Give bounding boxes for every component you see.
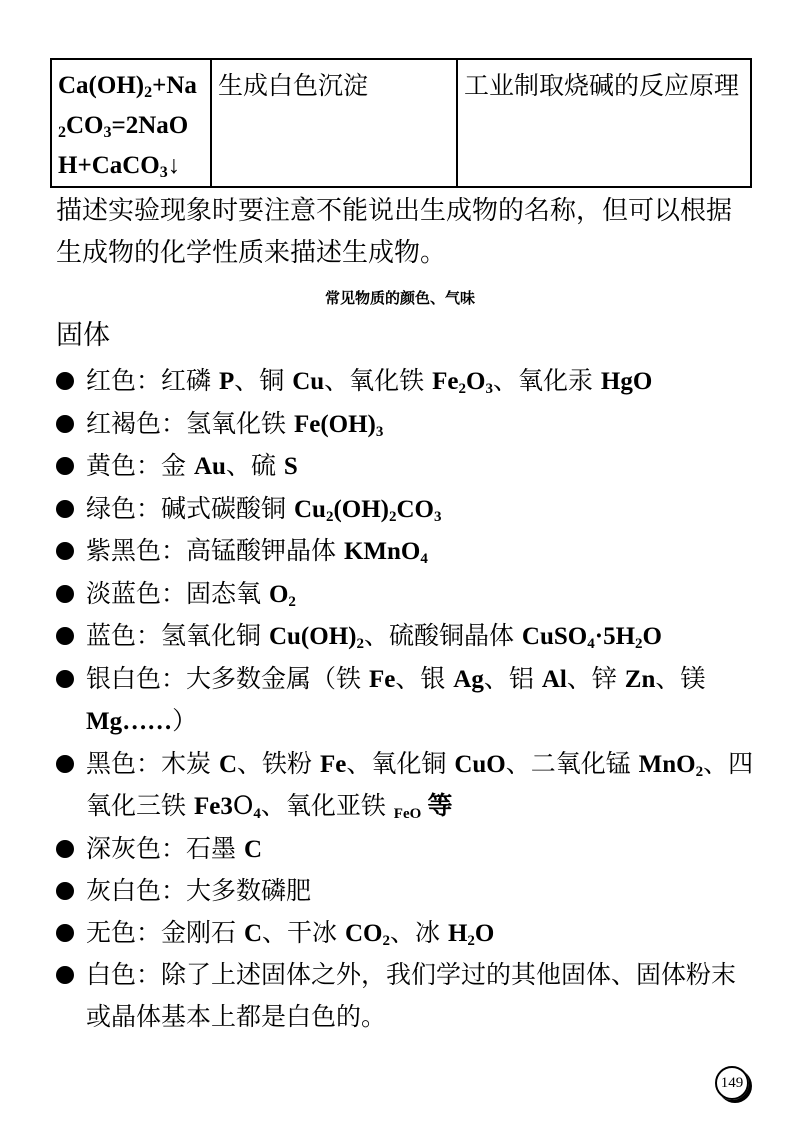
list-item (56, 954, 756, 1037)
color-label: 无色： (86, 917, 162, 947)
list-item (56, 573, 756, 616)
equation-subscript: 2 (144, 84, 153, 101)
formula-subscript: 2 (325, 508, 334, 525)
substance-name: 、铜 (234, 366, 293, 395)
equation-cell (51, 59, 211, 187)
chemical-formula: ·5H (594, 623, 636, 650)
substance-name: 高锰酸钾晶体 (186, 536, 344, 565)
color-label: 绿色： (86, 493, 162, 523)
chemical-formula: CO (396, 495, 434, 523)
bullet-icon (56, 670, 74, 688)
page-number: 149 (715, 1066, 749, 1100)
color-label: 紫黑色： (86, 536, 187, 565)
chemical-formula: O (466, 368, 486, 395)
substance-name: 碱式碳酸铜 (161, 493, 294, 523)
list-item (56, 828, 756, 871)
color-list (56, 360, 756, 1037)
formula-subscript: 2 (382, 932, 390, 949)
substance-name: 氢氧化铁 (186, 408, 294, 438)
section-heading: 固体 (56, 320, 110, 351)
substance-name: 木炭 (161, 748, 219, 778)
phenomenon-cell: 生成白色沉淀 (211, 59, 457, 187)
substance-name: 、铝 (483, 663, 542, 693)
substance-name: 、氧化铜 (346, 748, 455, 778)
formula-subscript: 4 (420, 551, 428, 567)
chemical-formula: MnO (638, 750, 696, 778)
chemical-formula: Mg…… (86, 708, 173, 735)
list-item (56, 912, 756, 955)
substance-name: 大多数磷肥 (186, 876, 312, 905)
color-label: 银白色： (86, 663, 187, 693)
substance-name: 、镁 (655, 663, 706, 693)
chemical-formula: Al (541, 665, 567, 693)
bullet-icon (56, 882, 74, 900)
substance-name: 、二氧化锰 (505, 748, 639, 778)
color-label: 深灰色： (86, 833, 187, 863)
formula-subscript: FeO (393, 806, 422, 822)
application-cell: 工业制取烧碱的反应原理 (457, 59, 751, 187)
substance-name: 、氧化亚铁 (260, 791, 394, 820)
chemical-formula: O (474, 919, 495, 947)
bullet-icon (56, 924, 74, 942)
chemical-formula: CO (344, 919, 383, 947)
color-label: 淡蓝色： (86, 578, 187, 608)
chemical-formula: Fe (319, 750, 347, 778)
chemical-formula: C (243, 835, 263, 863)
formula-subscript: 4 (253, 806, 261, 822)
color-label: 灰白色： (86, 876, 187, 905)
chemical-formula: O (268, 580, 289, 608)
formula-subscript: 2 (458, 381, 466, 397)
formula-subscript: 3 (485, 381, 493, 397)
formula-subscript: 4 (587, 636, 595, 652)
substance-name: 、硫 (225, 451, 284, 480)
formula-subscript: 2 (695, 763, 704, 780)
precipitate-arrow: ↓ (167, 152, 181, 179)
substance-name: 、硫酸铜晶体 (363, 621, 522, 650)
equation-part: +Na (152, 72, 197, 99)
section-title: 常见物质的颜色、气味 (324, 289, 475, 307)
equation-subscript: 2 (58, 124, 66, 141)
substance-name: 、冰 (389, 917, 448, 947)
chemical-formula: Cu (293, 495, 326, 523)
chemical-formula: P (218, 368, 235, 395)
list-item (56, 445, 756, 488)
formula-subscript: 2 (635, 636, 643, 652)
substance-name: 、四氧化三铁 (86, 748, 754, 820)
chemical-formula: 等 (421, 793, 453, 820)
chemical-formula: CuO (454, 750, 506, 778)
substance-name: 石墨 (186, 833, 244, 863)
equation-subscript: 3 (103, 124, 112, 141)
substance-name: 、干冰 (262, 917, 345, 947)
chemical-formula: (OH) (333, 495, 389, 523)
chemical-formula: 3 (220, 793, 233, 820)
chemical-formula: Fe(OH) (293, 410, 376, 438)
bullet-icon (56, 585, 74, 603)
chemical-formula: O (642, 623, 662, 650)
chemical-formula: KMnO (343, 538, 421, 565)
substance-name: ） (172, 706, 198, 735)
chemical-formula: C (218, 750, 238, 778)
bullet-icon (56, 372, 74, 390)
note-paragraph: 描述实验现象时要注意不能说出生成物的名称，但可以根据生成物的化学性质来描述生成物。 (56, 196, 733, 268)
chemical-formula: Ag (453, 665, 484, 693)
chemical-formula: H (447, 919, 468, 947)
formula-subscript: 3 (375, 423, 384, 440)
color-label: 黑色： (86, 748, 162, 778)
formula-subscript: 2 (356, 636, 364, 652)
chemical-formula: Fe (193, 793, 221, 820)
chemical-formula: Zn (624, 665, 656, 693)
substance-name: 、银 (395, 663, 454, 693)
bullet-icon (56, 415, 74, 433)
table-row (51, 59, 751, 187)
bullet-icon (56, 500, 74, 518)
list-item (56, 403, 756, 446)
bullet-icon (56, 542, 74, 560)
equation-part: Ca(OH) (58, 72, 145, 99)
chemical-formula: Fe (432, 368, 459, 395)
bullet-icon (56, 966, 74, 984)
formula-subscript: 2 (388, 508, 397, 525)
chemical-formula: CuSO (521, 623, 588, 650)
chemical-formula: S (283, 453, 298, 480)
equation-part: =2NaOH+CaCO (58, 112, 189, 179)
color-label: 红色： (86, 366, 162, 395)
list-item (56, 658, 756, 743)
equation-part: CO (66, 112, 104, 139)
color-label: 红褐色： (86, 408, 187, 438)
formula-subscript: 2 (288, 593, 296, 610)
substance-name: 大多数金属（铁 (186, 663, 369, 693)
equation-subscript: 3 (159, 164, 168, 181)
chemical-formula: C (243, 919, 263, 947)
substance-name: 、氧化汞 (492, 366, 601, 395)
list-item (56, 530, 756, 573)
chemical-formula: Au (193, 453, 226, 480)
substance-name: 、铁粉 (237, 748, 320, 778)
list-item (56, 743, 756, 828)
bullet-icon (56, 627, 74, 645)
list-item (56, 615, 756, 658)
substance-name: 、氧化铁 (324, 366, 433, 395)
substance-name: 固态氧 (186, 578, 269, 608)
bullet-icon (56, 840, 74, 858)
substance-name: 金 (161, 451, 194, 480)
color-label: 白色： (86, 960, 162, 989)
color-label: 蓝色： (86, 621, 162, 650)
chemical-formula: Fe (368, 665, 396, 693)
list-item (56, 870, 756, 912)
formula-subscript: 3 (433, 508, 442, 525)
list-item (56, 360, 756, 403)
substance-name: 氢氧化铜 (161, 621, 269, 650)
substance-name: 除了上述固体之外，我们学过的其他固体、固体粉末或晶体基本上都是白色的。 (86, 960, 737, 1031)
chemical-formula: Cu (292, 368, 325, 395)
color-label: 黄色： (86, 451, 162, 480)
bullet-icon (56, 457, 74, 475)
substance-name: O (232, 791, 254, 820)
bullet-icon (56, 755, 74, 773)
reaction-table (50, 58, 752, 188)
substance-name: 红磷 (161, 366, 219, 395)
chemical-formula: HgO (600, 368, 653, 395)
substance-name: 、锌 (566, 663, 625, 693)
chemical-formula: Cu(OH) (268, 623, 357, 650)
substance-name: 金刚石 (161, 917, 244, 947)
formula-subscript: 2 (467, 932, 475, 949)
list-item (56, 488, 756, 531)
